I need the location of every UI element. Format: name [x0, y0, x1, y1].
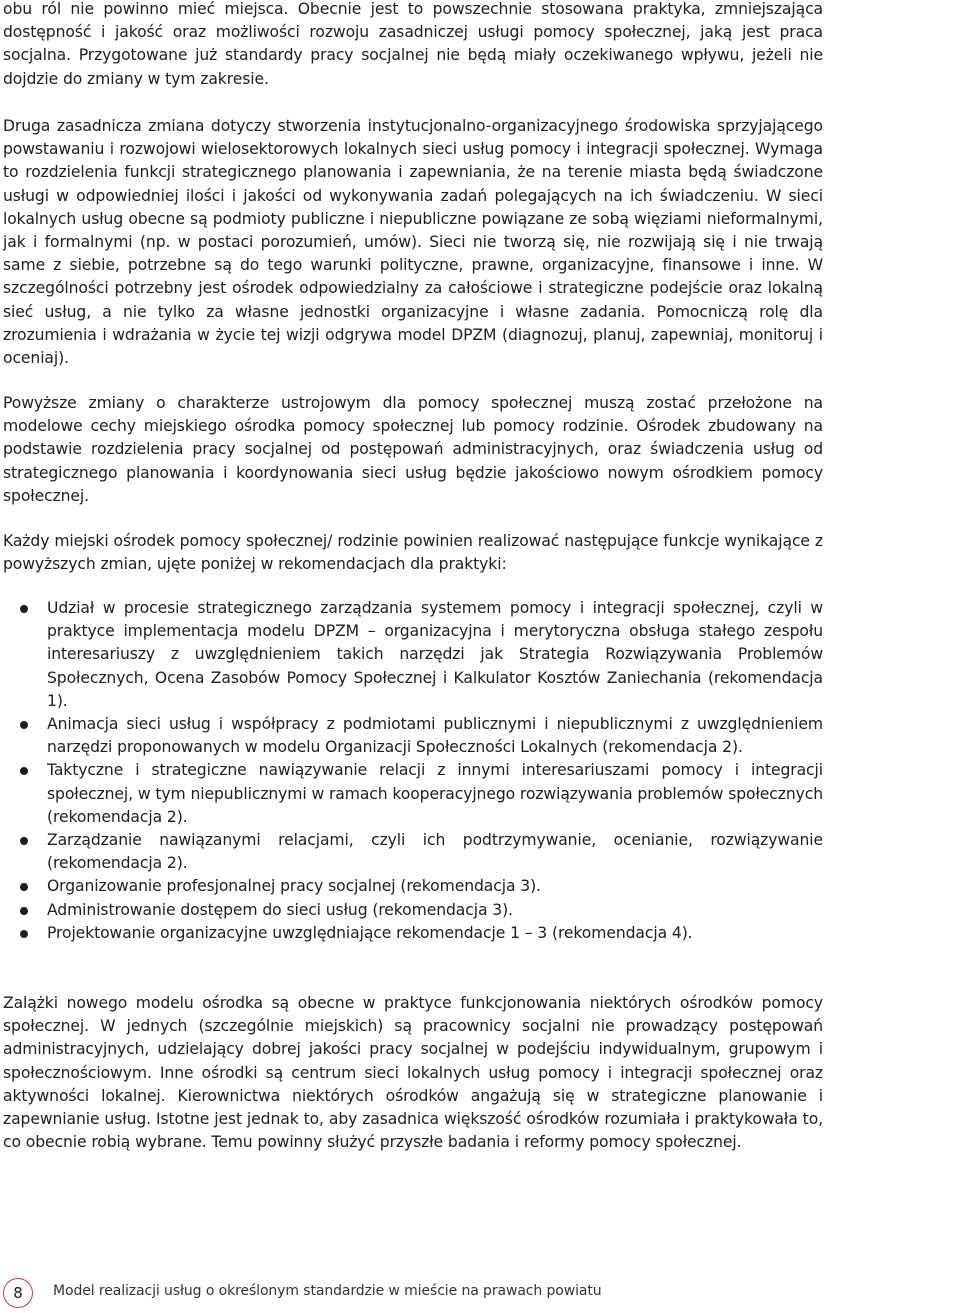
- list-item: [3, 922, 823, 945]
- list-item: [3, 713, 823, 759]
- list-item-text: Organizowanie profesjonalnej pracy socjalnej (rekomendacja 3).: [47, 877, 541, 896]
- list-item: [3, 759, 823, 829]
- running-title: Model realizacji usług o określonym standardzie w mieście na prawach powiatu: [53, 1283, 602, 1299]
- bullet-icon: [20, 605, 28, 613]
- list-item-text: Administrowanie dostępem do sieci usług (rekomendacja 3).: [47, 900, 513, 919]
- paragraph-conclusion: Zalążki nowego modelu ośrodka są obecne w praktyce funkcjonowania niektórych ośrodków pomocy społecznej. W jednych (szczególnie miejskich) są pracownicy socjalni nie prowadzący postępowań administracyjnych, udzielający dobrej jakości pracy socjalnej w podejściu indywidualnym, grupowym i społecznościowym. Inne ośrodki są centrum sieci lokalnych usług pomocy i integracji społecznej oraz aktywności lokalnej. Kierownictwa niektórych ośrodków angażują się w strategiczne planowanie i zapewnianie usług. Istotne jest jednak to, aby zasadnica większość ośrodków rozumiała i praktykowała to, co obecnie robią wybrane. Temu powinny służyć przyszłe badania i reformy pomocy społecznej.: [3, 994, 823, 1152]
- list-item: [3, 829, 823, 875]
- bullet-icon: [20, 907, 28, 915]
- list-item-text: Udział w procesie strategicznego zarządzania systemem pomocy i integracji społecznej, czyli w praktyce implementacja modelu DPZM – organizacyjna i merytoryczna obsługa stałego zespołu interesariuszy z uwzględnieniem takich narzędzi jak Strategia Rozwiązywania Problemów Społecznych, Ocena Zasobów Pomocy Społecznej i Kalkulator Kosztów Zaniechania (rekomendacja 1).: [47, 599, 823, 710]
- paragraph-second-change: Druga zasadnicza zmiana dotyczy stworzenia instytucjonalno-organizacyjnego środowiska sprzyjającego powstawaniu i rozwojowi wielosektorowych lokalnych sieci usług pomocy i integracji społecznej. Wymaga to rozdzielenia funkcji strategicznego planowania i zapewniania, że na terenie miasta będą świadczone usługi w odpowiedniej ilości i jakości od wykonywania zadań polegających na ich świadczeniu. W sieci lokalnych usług obecne są podmioty publiczne i niepubliczne powiązane ze sobą więziami nieformalnymi, jak i formalnymi (np. w postaci porozumień, umów). Sieci nie tworzą się, nie rozwijają się i nie trwają same z siebie, potrzebne są do tego warunki polityczne, prawne, organizacyjne, finansowe i inne. W szczególności potrzebny jest ośrodek odpowiedzialny za całościowe i strategiczne podejście oraz lokalną sieć usług, a nie tylko za własne jednostki organizacyjne i własne zadania. Pomocniczą rolę dla zrozumienia i wdrażania w życie tej wizji odgrywa model DPZM (diagnozuj, planuj, zapewniaj, monitoruj i oceniaj).: [3, 117, 823, 368]
- bullet-icon: [20, 837, 28, 845]
- recommendations-list: [3, 597, 823, 945]
- paragraph-systemic-changes: Powyższe zmiany o charakterze ustrojowym dla pomocy społecznej muszą zostać przełożone na modelowe cechy miejskiego ośrodka pomocy społecznej lub pomocy rodzinie. Ośrodek zbudowany na podstawie rozdzielenia pracy socjalnej od postępowań administracyjnych, oraz świadczenia usług od strategicznego planowania i koordynowania sieci usług będzie jakościowo nowym ośrodkiem pomocy społecznej.: [3, 394, 823, 505]
- list-item-text: Projektowanie organizacyjne uwzględniające rekomendacje 1 – 3 (rekomendacja 4).: [47, 923, 693, 942]
- list-item-text: Taktyczne i strategiczne nawiązywanie relacji z innymi interesariuszami pomocy i integracji społecznej, w tym niepublicznymi w ramach kooperacyjnego rozwiązywania problemów społecznych (rekomendacja 2).: [47, 761, 824, 826]
- bullet-icon: [20, 721, 28, 729]
- list-item: [3, 899, 823, 922]
- bullet-icon: [20, 930, 28, 938]
- page-number: 8: [3, 1278, 33, 1308]
- paragraph-functions-intro: Każdy miejski ośrodek pomocy społecznej/ rodzinie powinien realizować następujące funkcje wynikające z powyższych zmian, ujęte poniżej w rekomendacjach dla praktyki:: [3, 532, 823, 574]
- bullet-icon: [20, 883, 28, 891]
- bullet-icon: [20, 767, 28, 775]
- list-item-text: Zarządzanie nawiązanymi relacjami, czyli ich podtrzymywanie, ocenianie, rozwiązywanie (rekomendacja 2).: [47, 831, 823, 873]
- list-item-text: Animacja sieci usług i współpracy z podmiotami publicznymi i niepublicznymi z uwzględnieniem narzędzi proponowanych w modelu Organizacji Społeczności Lokalnych (rekomendacja 2).: [47, 715, 823, 757]
- list-item: [3, 875, 823, 898]
- page-footer: [3, 1272, 943, 1312]
- paragraph-intro: obu ról nie powinno mieć miejsca. Obecnie jest to powszechnie stosowana praktyka, zmniejszająca dostępność i jakość oraz możliwości rozwoju zasadniczej usługi pomocy społecznej, jaką jest praca socjalna. Przygotowane już standardy pracy socjalnej nie będą miały oczekiwanego wpływu, jeżeli nie dojdzie do zmiany w tym zakresie.: [3, 0, 823, 88]
- list-item: [3, 597, 823, 713]
